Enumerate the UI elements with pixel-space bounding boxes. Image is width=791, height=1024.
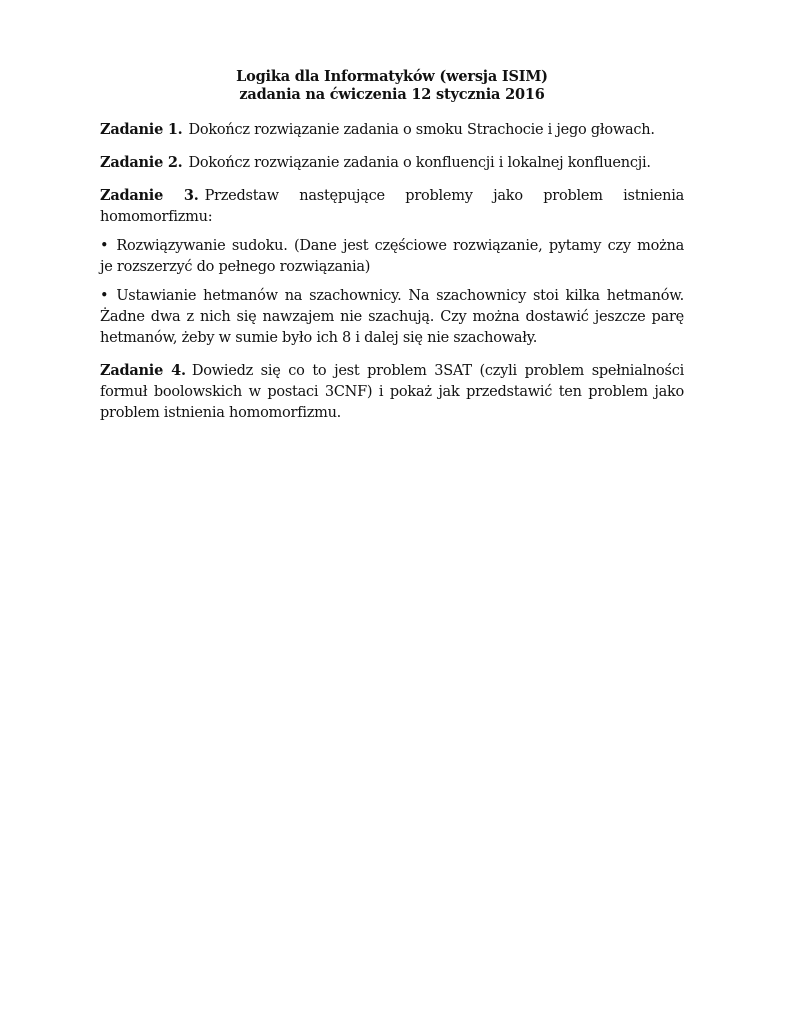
title-line-1: Logika dla Informatyków (wersja ISIM) bbox=[236, 68, 548, 85]
task-3-bullet-1 bbox=[100, 236, 684, 278]
task-4 bbox=[100, 360, 684, 424]
task-3-bullet-2 bbox=[100, 286, 684, 349]
task-4-label: Zadanie 4. bbox=[100, 362, 186, 379]
document-title bbox=[100, 68, 684, 104]
task-2-text: Dokończ rozwiązanie zadania o konfluencji i lokalnej konfluencji. bbox=[188, 155, 651, 171]
task-1-text: Dokończ rozwiązanie zadania o smoku Strachocie i jego głowach. bbox=[188, 122, 655, 138]
task-3-text: Przedstaw następujące problemy jako problem istnienia homomorfizmu: bbox=[100, 188, 684, 225]
title-line-2: zadania na ćwiczenia 12 stycznia 2016 bbox=[239, 86, 545, 103]
bullet-icon: • bbox=[100, 288, 109, 304]
task-1 bbox=[100, 119, 684, 141]
task-4-text: Dowiedz się co to jest problem 3SAT (czyli problem spełnialności formuł boolowskich w postaci 3CNF) i pokaż jak przedstawić ten problem jako problem istnienia homomorfizmu. bbox=[100, 363, 684, 421]
task-3-label: Zadanie 3. bbox=[100, 187, 199, 204]
document-page bbox=[100, 68, 684, 424]
task-3-bullet-2-text: Ustawianie hetmanów na szachownicy. Na szachownicy stoi kilka hetmanów. Żadne dwa z nich się nawzajem nie szachują. Czy można dostawić jeszcze parę hetmanów, żeby w sumie było ich 8 i dalej się nie szachowały. bbox=[100, 288, 684, 346]
task-2-label: Zadanie 2. bbox=[100, 154, 183, 171]
task-3-bullet-1-text: Rozwiązywanie sudoku. (Dane jest częściowe rozwiązanie, pytamy czy można je rozszerzyć do pełnego rozwiązania) bbox=[100, 238, 684, 275]
task-3 bbox=[100, 185, 684, 228]
task-2 bbox=[100, 152, 684, 174]
task-1-label: Zadanie 1. bbox=[100, 121, 183, 138]
bullet-icon: • bbox=[100, 238, 109, 254]
